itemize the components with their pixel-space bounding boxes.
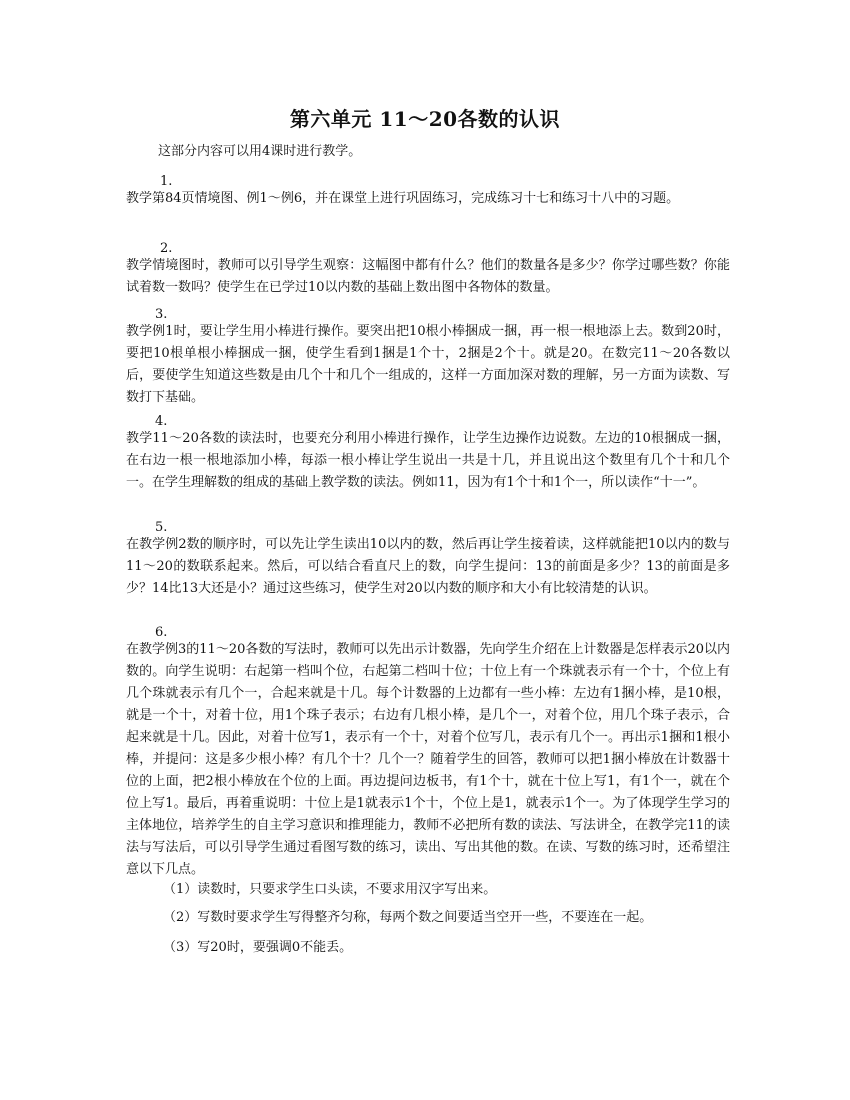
section-number: 5. — [155, 520, 168, 535]
section-number: 6. — [155, 625, 168, 640]
section-paragraph: 在教学例2数的顺序时，可以先让学生读出10以内的数，然后再让学生接着读，这样就能把10以内的数与11～20的数联系起来。然后，可以结合看直尺上的数，向学生提问：13的前面是多少？13的前面是多少？14比13大还是小？通过这些练习，使学生对20以内数的顺序和大小有比较清楚的认识。 — [126, 537, 730, 596]
section-paragraph: 教学情境图时，教师可以引导学生观察：这幅图中都有什么？他们的数量各是多少？你学过哪些数？你能试着数一数吗？使学生在已学过10以内数的基础上数出图中各物体的数量。 — [126, 258, 730, 295]
note-item: （3）写20时，要强调0不能丢。 — [163, 940, 353, 955]
section-paragraph: 教学例1时，要让学生用小棒进行操作。要突出把10根小棒捆成一捆，再一根一根地添上去。数到20时，要把10根单根小棒捆成一捆，使学生看到1捆是1个十，2捆是2个十。就是20。在数完11～20各数以后，要使学生知道这些数是由几个十和几个一组成的，这样一方面加深对数的理解，另一方面为读数、写数打下基础。 — [126, 324, 730, 405]
section-number: 2. — [160, 241, 173, 256]
section-number: 3. — [155, 307, 168, 322]
section-number: 1. — [160, 174, 173, 189]
intro-paragraph: 这部分内容可以用4课时进行教学。 — [158, 144, 362, 159]
section-number: 4. — [155, 414, 168, 429]
section-paragraph: 教学第84页情境图、例1～例6，并在课堂上进行巩固练习，完成练习十七和练习十八中的习题。 — [126, 191, 680, 206]
section-paragraph: 教学11～20各数的读法时，也要充分利用小棒进行操作，让学生边操作边说数。左边的10根捆成一捆，在右边一根一根地添加小棒，每添一根小棒让学生说出一共是十几，并且说出这个数里有几个十和几个一。在学生理解数的组成的基础上教学数的读法。例如11，因为有1个十和1个一，所以读作“十一”。 — [126, 431, 730, 490]
note-item: （2）写数时要求学生写得整齐匀称，每两个数之间要适当空开一些，不要连在一起。 — [163, 910, 653, 925]
note-item: （1）读数时，只要求学生口头读，不要求用汉字写出来。 — [163, 882, 497, 897]
page-title: 第六单元 11～20各数的认识 — [289, 107, 561, 131]
section-paragraph: 在教学例3的11～20各数的写法时，教师可以先出示计数器，先向学生介绍在上计数器是怎样表示20以内数的。向学生说明：右起第一档叫个位，右起第二档叫十位；十位上有一个珠就表示有一个十，个位上有几个珠就表示有几个一，合起来就是十几。每个计数器的上边都有一些小棒：左边有1捆小棒，是10根，就是一个十，对着十位，用1个珠子表示；右边有几根小棒，是几个一，对着个位，用几个珠子表示，合起来就是十几。因此，对着十位写1，表示有一个十，对着个位写几，表示有几个一。再出示1捆和1根小棒，并提问：这是多少根小棒？有几个十？几个一？随着学生的回答，教师可以把1捆小棒放在计数器十位的上面，把2根小棒放在个位的上面。再边提问边板书，有1个十，就在十位上写1，有1个一，就在个位上写1。最后，再着重说明：十位上是1就表示1个十，个位上是1，就表示1个一。为了体现学生学习的主体地位，培养学生的自主学习意识和推理能力，教师不必把所有数的读法、写法讲全，在教学完11的读法与写法后，可以引导学生通过看图写数的练习，读出、写出其他的数。在读、写数的练习时，还希望注意以下几点。 — [126, 642, 730, 877]
